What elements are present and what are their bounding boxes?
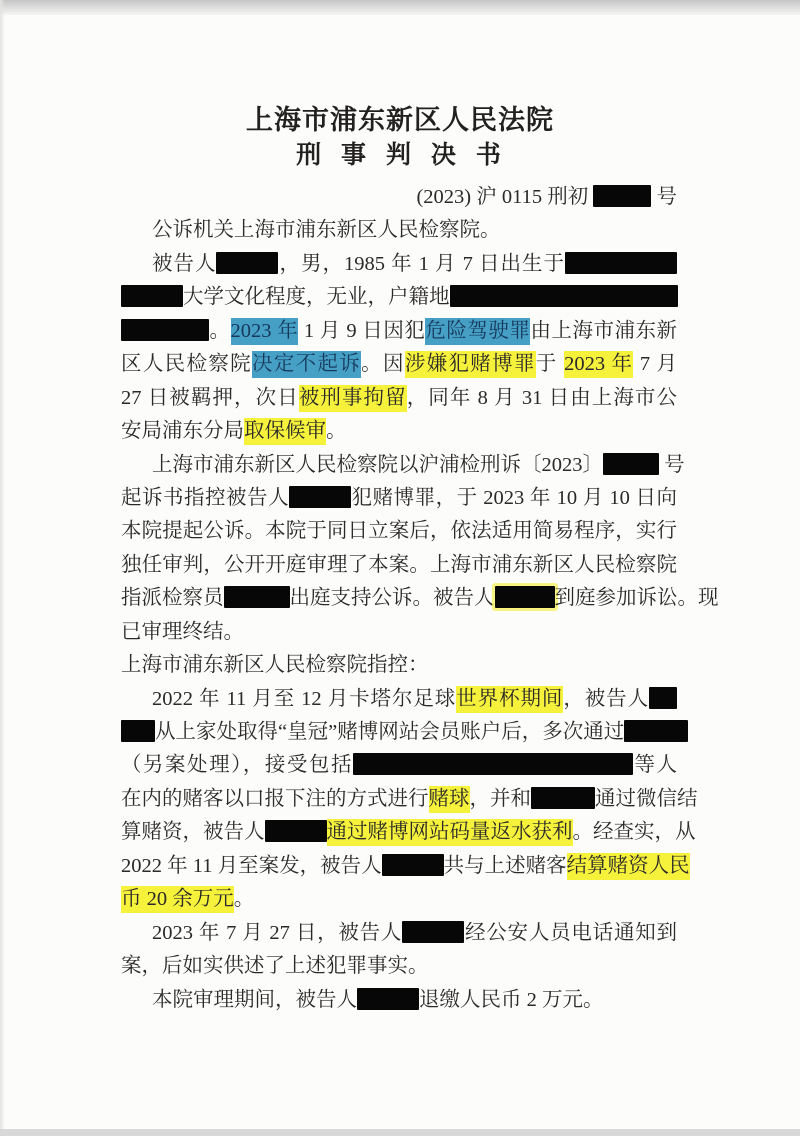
document-line bbox=[121, 649, 677, 682]
redaction-bar bbox=[265, 820, 327, 842]
document-body bbox=[121, 181, 719, 1017]
document-line bbox=[121, 783, 698, 816]
redaction-bar bbox=[353, 753, 633, 775]
document-type-title: 刑 事 判 决 书 bbox=[296, 141, 504, 169]
redaction-bar bbox=[531, 787, 595, 809]
redaction-bar bbox=[121, 285, 183, 307]
document-header bbox=[0, 0, 800, 173]
document-line bbox=[121, 281, 677, 314]
redaction-bar bbox=[624, 720, 688, 742]
highlight-yellow: 结算赌资人民 bbox=[567, 853, 690, 880]
text-run: 本院提起公诉。本院于同日立案后，依法适用简易程序，实行 bbox=[121, 520, 677, 543]
text-run: ，同年 8 月 31 日由上海市公 bbox=[406, 386, 678, 409]
text-run: 起诉书指控被告人 bbox=[121, 486, 290, 509]
court-name: 上海市浦东新区人民法院 bbox=[246, 105, 554, 135]
highlight-blue: 危险驾驶罪 bbox=[425, 318, 530, 345]
text-run: 区人民检察院 bbox=[121, 353, 252, 376]
text-run: 被告人 bbox=[152, 252, 217, 275]
text-run: 退缴人民币 2 万元。 bbox=[419, 988, 604, 1011]
highlight-yellow: 2023 年 bbox=[564, 351, 633, 378]
document-line bbox=[121, 415, 677, 448]
text-run: 从上家处取得“皇冠”赌博网站会员账户后，多次通过 bbox=[155, 721, 625, 743]
text-run: (2023) 沪 0115 刑初 bbox=[416, 186, 594, 208]
text-run: 由上海市浦东新 bbox=[530, 319, 678, 342]
text-run: 指派检察员 bbox=[121, 587, 224, 610]
highlight-yellow: 币 20 余万元 bbox=[121, 886, 234, 913]
document-line bbox=[121, 816, 696, 849]
text-run: 2022 年 11 月至 12 月卡塔尔足球 bbox=[152, 687, 457, 710]
text-run: 算赌资，被告人 bbox=[121, 821, 265, 844]
document-line bbox=[121, 181, 677, 214]
highlight-yellow: 世界杯期间 bbox=[456, 686, 563, 713]
document-line bbox=[121, 482, 677, 515]
highlight-blue: 决定不起诉 bbox=[252, 351, 361, 378]
document-line bbox=[121, 984, 677, 1017]
document-line bbox=[121, 248, 677, 281]
text-run: 。经查实，从 bbox=[572, 821, 696, 844]
document-line bbox=[121, 449, 685, 482]
text-run: 上海市浦东新区人民检察院以沪浦检刑诉〔2023〕 bbox=[152, 453, 603, 476]
text-run: 号 bbox=[651, 186, 677, 208]
document-line bbox=[121, 850, 690, 883]
document-line bbox=[121, 749, 677, 782]
text-run: 上海市浦东新区人民检察院指控： bbox=[121, 654, 429, 677]
text-run: 27 日被羁押，次日 bbox=[121, 386, 299, 409]
text-run: ，男，1985 年 1 月 7 日出生于 bbox=[278, 252, 566, 275]
document-line bbox=[121, 549, 677, 582]
text-run: 2022 年 11 月至案发，被告人 bbox=[121, 854, 382, 877]
text-run: 共与上述赌客 bbox=[443, 854, 567, 877]
document-line bbox=[121, 382, 677, 415]
text-run: 等人 bbox=[632, 754, 678, 777]
document-line bbox=[121, 616, 677, 649]
highlight-yellow: 被刑事拘留 bbox=[299, 385, 407, 412]
text-run: 安局浦东分局 bbox=[121, 420, 244, 443]
document-line bbox=[121, 683, 677, 716]
document-line bbox=[121, 917, 677, 950]
text-run: ，并和 bbox=[469, 787, 531, 810]
text-run: 。 bbox=[233, 888, 255, 911]
text-run: 于 bbox=[535, 353, 565, 376]
text-run: 1 月 9 日因犯 bbox=[298, 319, 426, 342]
text-run: 在内的赌客以口报下注的方式进行 bbox=[121, 787, 429, 810]
highlight-yellow: 涉嫌犯赌博罪 bbox=[405, 351, 536, 378]
text-run: 号 bbox=[659, 453, 685, 476]
redaction-bar bbox=[565, 252, 677, 274]
redaction-bar bbox=[121, 319, 209, 341]
redaction-bar bbox=[495, 586, 555, 608]
redaction-bar bbox=[382, 854, 444, 876]
text-run: 出庭支持公诉。被告人 bbox=[289, 587, 495, 610]
text-run: 到庭参加诉讼。现 bbox=[554, 587, 719, 610]
text-run: 案，后如实供述了上述犯罪事实。 bbox=[121, 955, 429, 978]
document-line bbox=[121, 515, 677, 548]
scan-edge-bottom bbox=[0, 1129, 800, 1136]
highlight-yellow: 取保候审 bbox=[244, 418, 326, 445]
text-run: 经公安人员电话通知到 bbox=[464, 921, 678, 944]
text-run: 大学文化程度，无业，户籍地 bbox=[183, 286, 450, 309]
text-run: 独任审判，公开开庭审理了本案。上海市浦东新区人民检察院 bbox=[121, 553, 677, 576]
document-line bbox=[121, 315, 677, 348]
highlight-yellow: 赌球 bbox=[429, 786, 470, 813]
document-line bbox=[121, 582, 719, 615]
text-run: 2023 年 7 月 27 日，被告人 bbox=[152, 921, 403, 944]
document-line bbox=[121, 950, 677, 983]
text-run: 。 bbox=[209, 319, 231, 342]
text-run: 犯赌博罪，于 2023 年 10 月 10 日向 bbox=[351, 486, 678, 509]
redaction-bar bbox=[289, 486, 351, 508]
redaction-bar bbox=[593, 185, 651, 207]
redaction-bar bbox=[402, 921, 464, 943]
text-run: 7 月 bbox=[633, 353, 678, 376]
text-run: 本院审理期间，被告人 bbox=[152, 988, 357, 1011]
document-line bbox=[121, 883, 677, 916]
redaction-bar bbox=[603, 453, 659, 475]
redaction-bar bbox=[450, 285, 678, 307]
document-line bbox=[121, 348, 677, 381]
text-run: 已审理终结。 bbox=[121, 620, 244, 643]
redaction-bar bbox=[121, 720, 155, 742]
text-run: 公诉机关上海市浦东新区人民检察院。 bbox=[152, 219, 501, 242]
text-run: （另案处理），接受包括 bbox=[121, 754, 353, 777]
highlight-yellow: 通过赌博网站码量返水获利 bbox=[327, 819, 573, 846]
text-run: 。 bbox=[326, 420, 347, 443]
document-line bbox=[121, 716, 677, 749]
redaction-bar bbox=[216, 252, 278, 274]
text-run: 。因 bbox=[361, 353, 405, 376]
redaction-bar bbox=[224, 586, 290, 608]
highlight-blue: 2023 年 bbox=[231, 318, 299, 345]
redaction-bar bbox=[649, 687, 677, 709]
redaction-bar bbox=[357, 988, 419, 1010]
document-line bbox=[121, 214, 677, 247]
text-run: ，被告人 bbox=[563, 687, 650, 710]
text-run: 通过微信结 bbox=[595, 787, 698, 810]
